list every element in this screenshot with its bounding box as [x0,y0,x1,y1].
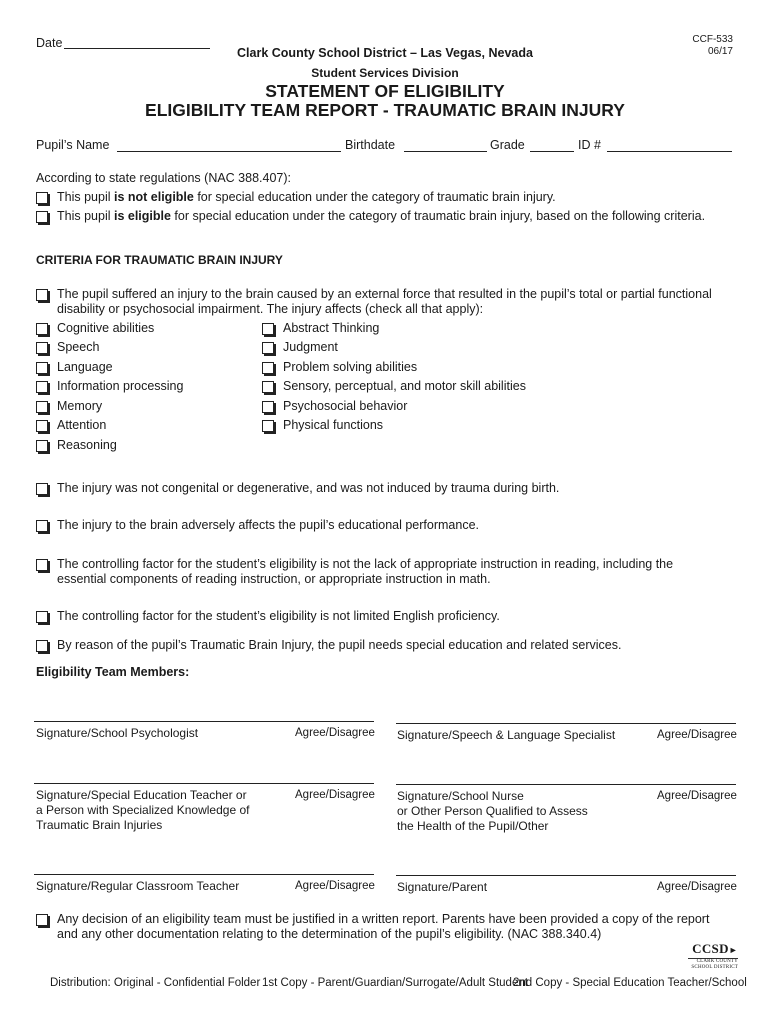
cognitive-label: Cognitive abilities [57,321,155,335]
judgment-label: Judgment [283,340,338,354]
id-label: ID # [578,138,601,152]
attention-label: Attention [57,418,107,432]
decision-line2: and any other documentation relating to the determination of the pupil’s eligibility. (NAC 388.340.4) [57,927,602,941]
parent-label: Signature/Parent [397,880,488,894]
district-name: Clark County School District – Las Vegas, Nevada [237,46,533,60]
speech-agree[interactable]: Agree/Disagree [657,729,737,741]
language-checkbox[interactable] [36,362,48,374]
not-eligible-checkbox[interactable] [36,192,48,204]
regular-agree[interactable]: Agree/Disagree [295,880,375,892]
injury-text-line1: The pupil suffered an injury to the brain caused by an external force that resulted in the pupil’s total or partial functional [57,287,712,301]
psych-signature-line[interactable] [34,721,374,722]
speech-signature-line[interactable] [396,723,736,724]
injury-checkbox[interactable] [36,289,48,301]
not-congenital-checkbox[interactable] [36,483,48,495]
distribution-copy1: 1st Copy - Parent/Guardian/Surrogate/Adult Student [262,977,528,989]
memory-checkbox[interactable] [36,401,48,413]
logo-mark-icon: ► [728,945,738,955]
sped-signature-line[interactable] [34,783,374,784]
ccsd-logo: CCSD► CLARK COUNTY SCHOOL DISTRICT [688,942,738,971]
not-eligible-text: This pupil is not eligible for special education under the category of traumatic brain injury. [57,190,556,204]
regular-label: Signature/Regular Classroom Teacher [36,879,240,893]
nurse-label: Signature/School Nurse or Other Person Qualified to Assess the Health of the Pupil/Other [397,789,588,833]
sensory-checkbox[interactable] [262,381,274,393]
page-subtitle: ELIGIBILITY TEAM REPORT - TRAUMATIC BRAIN INJURY [145,100,625,120]
controlling-english-checkbox[interactable] [36,611,48,623]
speech-label: Speech [57,340,100,354]
psychosocial-checkbox[interactable] [262,401,274,413]
attention-checkbox[interactable] [36,420,48,432]
information-processing-label: Information processing [57,379,184,393]
judgment-checkbox[interactable] [262,342,274,354]
psych-agree[interactable]: Agree/Disagree [295,727,375,739]
form-code: CCF-533 06/17 [692,34,733,57]
not-congenital-text: The injury was not congenital or degenerative, and was not induced by trauma during birth. [57,481,560,495]
controlling-instruction-checkbox[interactable] [36,559,48,571]
reasoning-label: Reasoning [57,438,117,452]
id-field[interactable] [607,151,732,152]
injury-text-line2: disability or psychosocial impairment. The injury affects (check all that apply): [57,302,484,316]
distribution-copy2: 2nd Copy - Special Education Teacher/School [513,977,747,989]
speech-label: Signature/Speech & Language Specialist [397,728,616,742]
abstract-thinking-checkbox[interactable] [262,323,274,335]
page-title: STATEMENT OF ELIGIBILITY [265,81,505,101]
pupil-name-label: Pupil’s Name [36,138,110,152]
controlling-instruction-line1: The controlling factor for the student’s eligibility is not the lack of appropriate instruction in reading, including the [57,557,674,571]
memory-label: Memory [57,399,103,413]
physical-functions-label: Physical functions [283,418,384,432]
distribution-original: Distribution: Original - Confidential Folder [50,977,261,989]
abstract-thinking-label: Abstract Thinking [283,321,380,335]
information-processing-checkbox[interactable] [36,381,48,393]
problem-solving-label: Problem solving abilities [283,360,418,374]
date-label: Date [36,36,63,50]
controlling-instruction-line2: essential components of reading instruction, or appropriate instruction in math. [57,572,491,586]
by-reason-checkbox[interactable] [36,640,48,652]
nurse-agree[interactable]: Agree/Disagree [657,790,737,802]
eligible-checkbox[interactable] [36,211,48,223]
eligible-text: This pupil is eligible for special education under the category of traumatic brain injury, based on the following criteria. [57,209,706,223]
decision-checkbox[interactable] [36,914,48,926]
nurse-signature-line[interactable] [396,784,736,785]
cognitive-checkbox[interactable] [36,323,48,335]
decision-line1: Any decision of an eligibility team must be justified in a written report. Parents have been provided a copy of the report [57,912,710,926]
regular-signature-line[interactable] [34,874,374,875]
parent-agree[interactable]: Agree/Disagree [657,881,737,893]
criteria-heading: CRITERIA FOR TRAUMATIC BRAIN INJURY [36,253,283,267]
grade-field[interactable] [530,151,574,152]
reasoning-checkbox[interactable] [36,440,48,452]
parent-signature-line[interactable] [396,875,736,876]
by-reason-text: By reason of the pupil’s Traumatic Brain Injury, the pupil needs special education and related services. [57,638,622,652]
adversely-text: The injury to the brain adversely affects the pupil’s educational performance. [57,518,480,532]
team-heading: Eligibility Team Members: [36,665,190,679]
adversely-checkbox[interactable] [36,520,48,532]
sensory-label: Sensory, perceptual, and motor skill abilities [283,379,526,393]
birthdate-label: Birthdate [345,138,396,152]
sped-label: Signature/Special Education Teacher or a Person with Specialized Knowledge of Traumatic Brain Injuries [36,788,250,832]
sped-agree[interactable]: Agree/Disagree [295,789,375,801]
language-label: Language [57,360,113,374]
regulations-intro: According to state regulations (NAC 388.407): [36,171,291,185]
controlling-english-text: The controlling factor for the student’s eligibility is not limited English proficiency. [57,609,500,623]
division-name: Student Services Division [311,66,459,80]
physical-functions-checkbox[interactable] [262,420,274,432]
problem-solving-checkbox[interactable] [262,362,274,374]
psych-label: Signature/School Psychologist [36,726,199,740]
grade-label: Grade [490,138,525,152]
pupil-name-field[interactable] [117,151,341,152]
speech-checkbox[interactable] [36,342,48,354]
birthdate-field[interactable] [404,151,487,152]
psychosocial-label: Psychosocial behavior [283,399,408,413]
